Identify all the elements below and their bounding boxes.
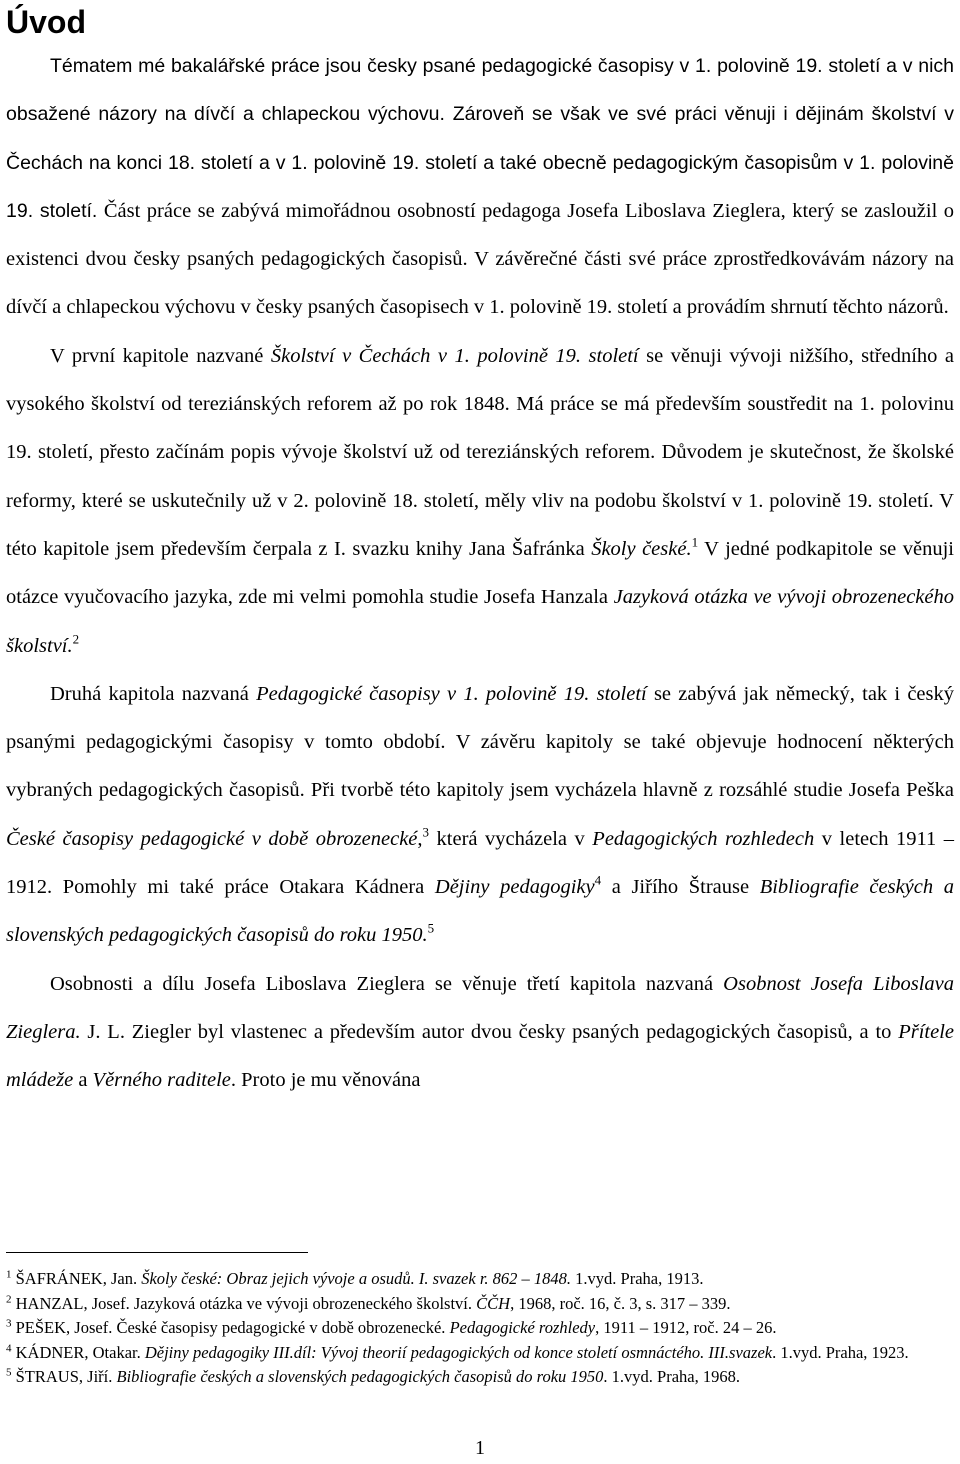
paragraph-1 bbox=[6, 42, 954, 332]
footnote-ref[interactable]: 3 bbox=[422, 824, 430, 840]
footnotes bbox=[6, 1267, 954, 1390]
chapter-title-italic: Školství v Čechách v 1. polovině 19. století bbox=[270, 344, 639, 367]
footnote-text: ŠTRAUS, Jiří. bbox=[15, 1367, 117, 1386]
journal-title-italic: Pedagogických rozhledech bbox=[592, 827, 815, 850]
footnote-5 bbox=[6, 1365, 954, 1390]
text-run: se věnuji vývoji nižšího, středního a vysokého školství od tereziánských reforem až po rok 1848. Má práce se má především soustředit na 1. polovinu 19. století, přesto začínám popis vývoje školství už od tereziánských reforem. Důvodem je skutečnost, že školské reformy, které se uskutečnily už v 2. polovině 18. století, měly vliv na podobu školství v 1. polovině 19. století. V této kapitole jsem především čerpala z I. svazku knihy Jana Šafránka bbox=[6, 344, 954, 560]
footnote-number: 1 bbox=[6, 1268, 12, 1281]
footnote-title-italic: Pedagogické rozhledy bbox=[449, 1318, 596, 1337]
footnote-title-italic: Školy české: Obraz jejich vývoje a osudů. I. svazek r. 862 – 1848. bbox=[141, 1269, 572, 1288]
footnote-text: KÁDNER, Otakar. bbox=[15, 1342, 145, 1362]
footnote-text: ŠAFRÁNEK, Jan. bbox=[15, 1269, 142, 1288]
footnote-number: 4 bbox=[6, 1341, 12, 1354]
text-run: a bbox=[73, 1069, 93, 1092]
text-run: V jedné podkapitole se věnuji otázce vyučovacího jazyka, zde mi velmi pomohla studie Josefa Hanzala bbox=[6, 537, 954, 609]
body-text bbox=[6, 42, 954, 1105]
footnote-text: 1.vyd. Praha, 1913. bbox=[571, 1269, 704, 1288]
footnote-title-italic: Dějiny pedagogiky III.díl: Vývoj theorií pedagogických od konce století osmnáctého. III.svazek bbox=[144, 1342, 773, 1362]
footnote-text: , 1911 – 1912, roč. 24 – 26. bbox=[595, 1318, 777, 1337]
footnote-ref[interactable]: 1 bbox=[691, 534, 699, 550]
footnote-ref[interactable]: 2 bbox=[72, 631, 80, 647]
text-run: v letech 1911 – 1912. Pomohly mi také práce Otakara Kádnera bbox=[6, 827, 955, 899]
text-run: Osobnosti a dílu Josefa Liboslava Zieglera se věnuje třetí kapitola nazvaná bbox=[50, 972, 724, 995]
footnote-number: 5 bbox=[6, 1366, 12, 1379]
footnote-separator bbox=[6, 1252, 308, 1253]
study-title-italic: České časopisy pedagogické v době obrozenecké bbox=[6, 827, 418, 850]
footnote-number: 2 bbox=[6, 1292, 12, 1305]
text-run: J. L. Ziegler byl vlastenec a především autor dvou česky psaných pedagogických časopisů, a to bbox=[80, 1020, 899, 1043]
footnote-title-italic: Bibliografie českých a slovenských pedagogických časopisů do roku 1950 bbox=[116, 1367, 604, 1386]
book-title-italic: Bibliografie českých a slovenských pedagogických časopisů do roku 1950. bbox=[6, 876, 954, 947]
chapter-heading: Úvod bbox=[6, 4, 86, 40]
footnote-ref[interactable]: 4 bbox=[594, 872, 602, 888]
book-title-italic: Dějiny pedagogiky bbox=[434, 876, 595, 899]
footnote-text: , 1968, roč. 16, č. 3, s. 317 – 339. bbox=[510, 1293, 731, 1313]
chapter-title-italic: Osobnost Josefa Liboslava Zieglera. bbox=[6, 972, 954, 1043]
footnote-2 bbox=[6, 1292, 954, 1317]
footnote-text: PEŠEK, Josef. České časopisy pedagogické v době obrozenecké. bbox=[15, 1318, 450, 1337]
paragraph-2 bbox=[6, 332, 954, 670]
text-run: se zabývá jak německý, tak i český psanými pedagogickými časopisy v tomto období. V závěru kapitoly se také objevuje hodnocení některých vybraných pedagogických časopisů. Při tvorbě této kapitoly jsem vycházela hlavně z rozsáhlé studie Josefa Peška bbox=[6, 682, 954, 802]
page-number: 1 bbox=[475, 1437, 485, 1459]
paragraph-1-text: Část práce se zabývá mimořádnou osobností pedagoga Josefa Liboslava Zieglera, který se zasloužil o existenci dvou česky psaných pedagogických časopisů. V závěrečné části své práce zprostředkovávám názory na dívčí a chlapeckou výchovu v česky psaných časopisech v 1. polovině 19. století a provádím shrnutí těchto názorů. bbox=[6, 199, 955, 319]
text-run: která vycházela v bbox=[429, 827, 593, 850]
paragraph-1-sans-text: Tématem mé bakalářské práce jsou česky psané pedagogické časopisy v 1. polovině 19. století a v nich obsažené názory na dívčí a chlapeckou výchovu. Zároveň se však ve své práci věnuji i dějinám školství v Čechách na konci 18. století a v 1. polovině 19. století a také obecně pedagogickým časopisům v 1. polovině 19. století. bbox=[6, 55, 954, 222]
text-run: a Jiřího Štrause bbox=[601, 876, 760, 899]
footnote-title-italic: ČČH bbox=[476, 1293, 511, 1313]
text-run: V první kapitole nazvané bbox=[50, 344, 271, 367]
paragraph-4 bbox=[6, 960, 954, 1105]
text-run: , bbox=[417, 827, 423, 850]
footnote-4 bbox=[6, 1341, 954, 1366]
text-run: . Proto je mu věnována bbox=[230, 1069, 421, 1092]
footnote-text: . 1.vyd. Praha, 1923. bbox=[772, 1342, 909, 1362]
paragraph-3 bbox=[6, 670, 954, 960]
footnote-text: . 1.vyd. Praha, 1968. bbox=[603, 1367, 740, 1386]
book-title-italic: Školy české. bbox=[591, 537, 692, 560]
footnote-3 bbox=[6, 1316, 954, 1341]
text-run: Druhá kapitola nazvaná bbox=[50, 682, 257, 705]
footnote-1 bbox=[6, 1267, 954, 1292]
journal-title-italic: Přítele mládeže bbox=[6, 1020, 954, 1092]
footnote-number: 3 bbox=[6, 1317, 12, 1330]
footnote-text: HANZAL, Josef. Jazyková otázka ve vývoji obrozeneckého školství. bbox=[15, 1293, 477, 1313]
study-title-italic: Jazyková otázka ve vývoji obrozeneckého školství. bbox=[6, 586, 954, 657]
journal-title-italic: Věrného raditele bbox=[92, 1069, 231, 1092]
footnote-ref[interactable]: 5 bbox=[427, 920, 435, 936]
chapter-title-italic: Pedagogické časopisy v 1. polovině 19. století bbox=[256, 682, 647, 705]
